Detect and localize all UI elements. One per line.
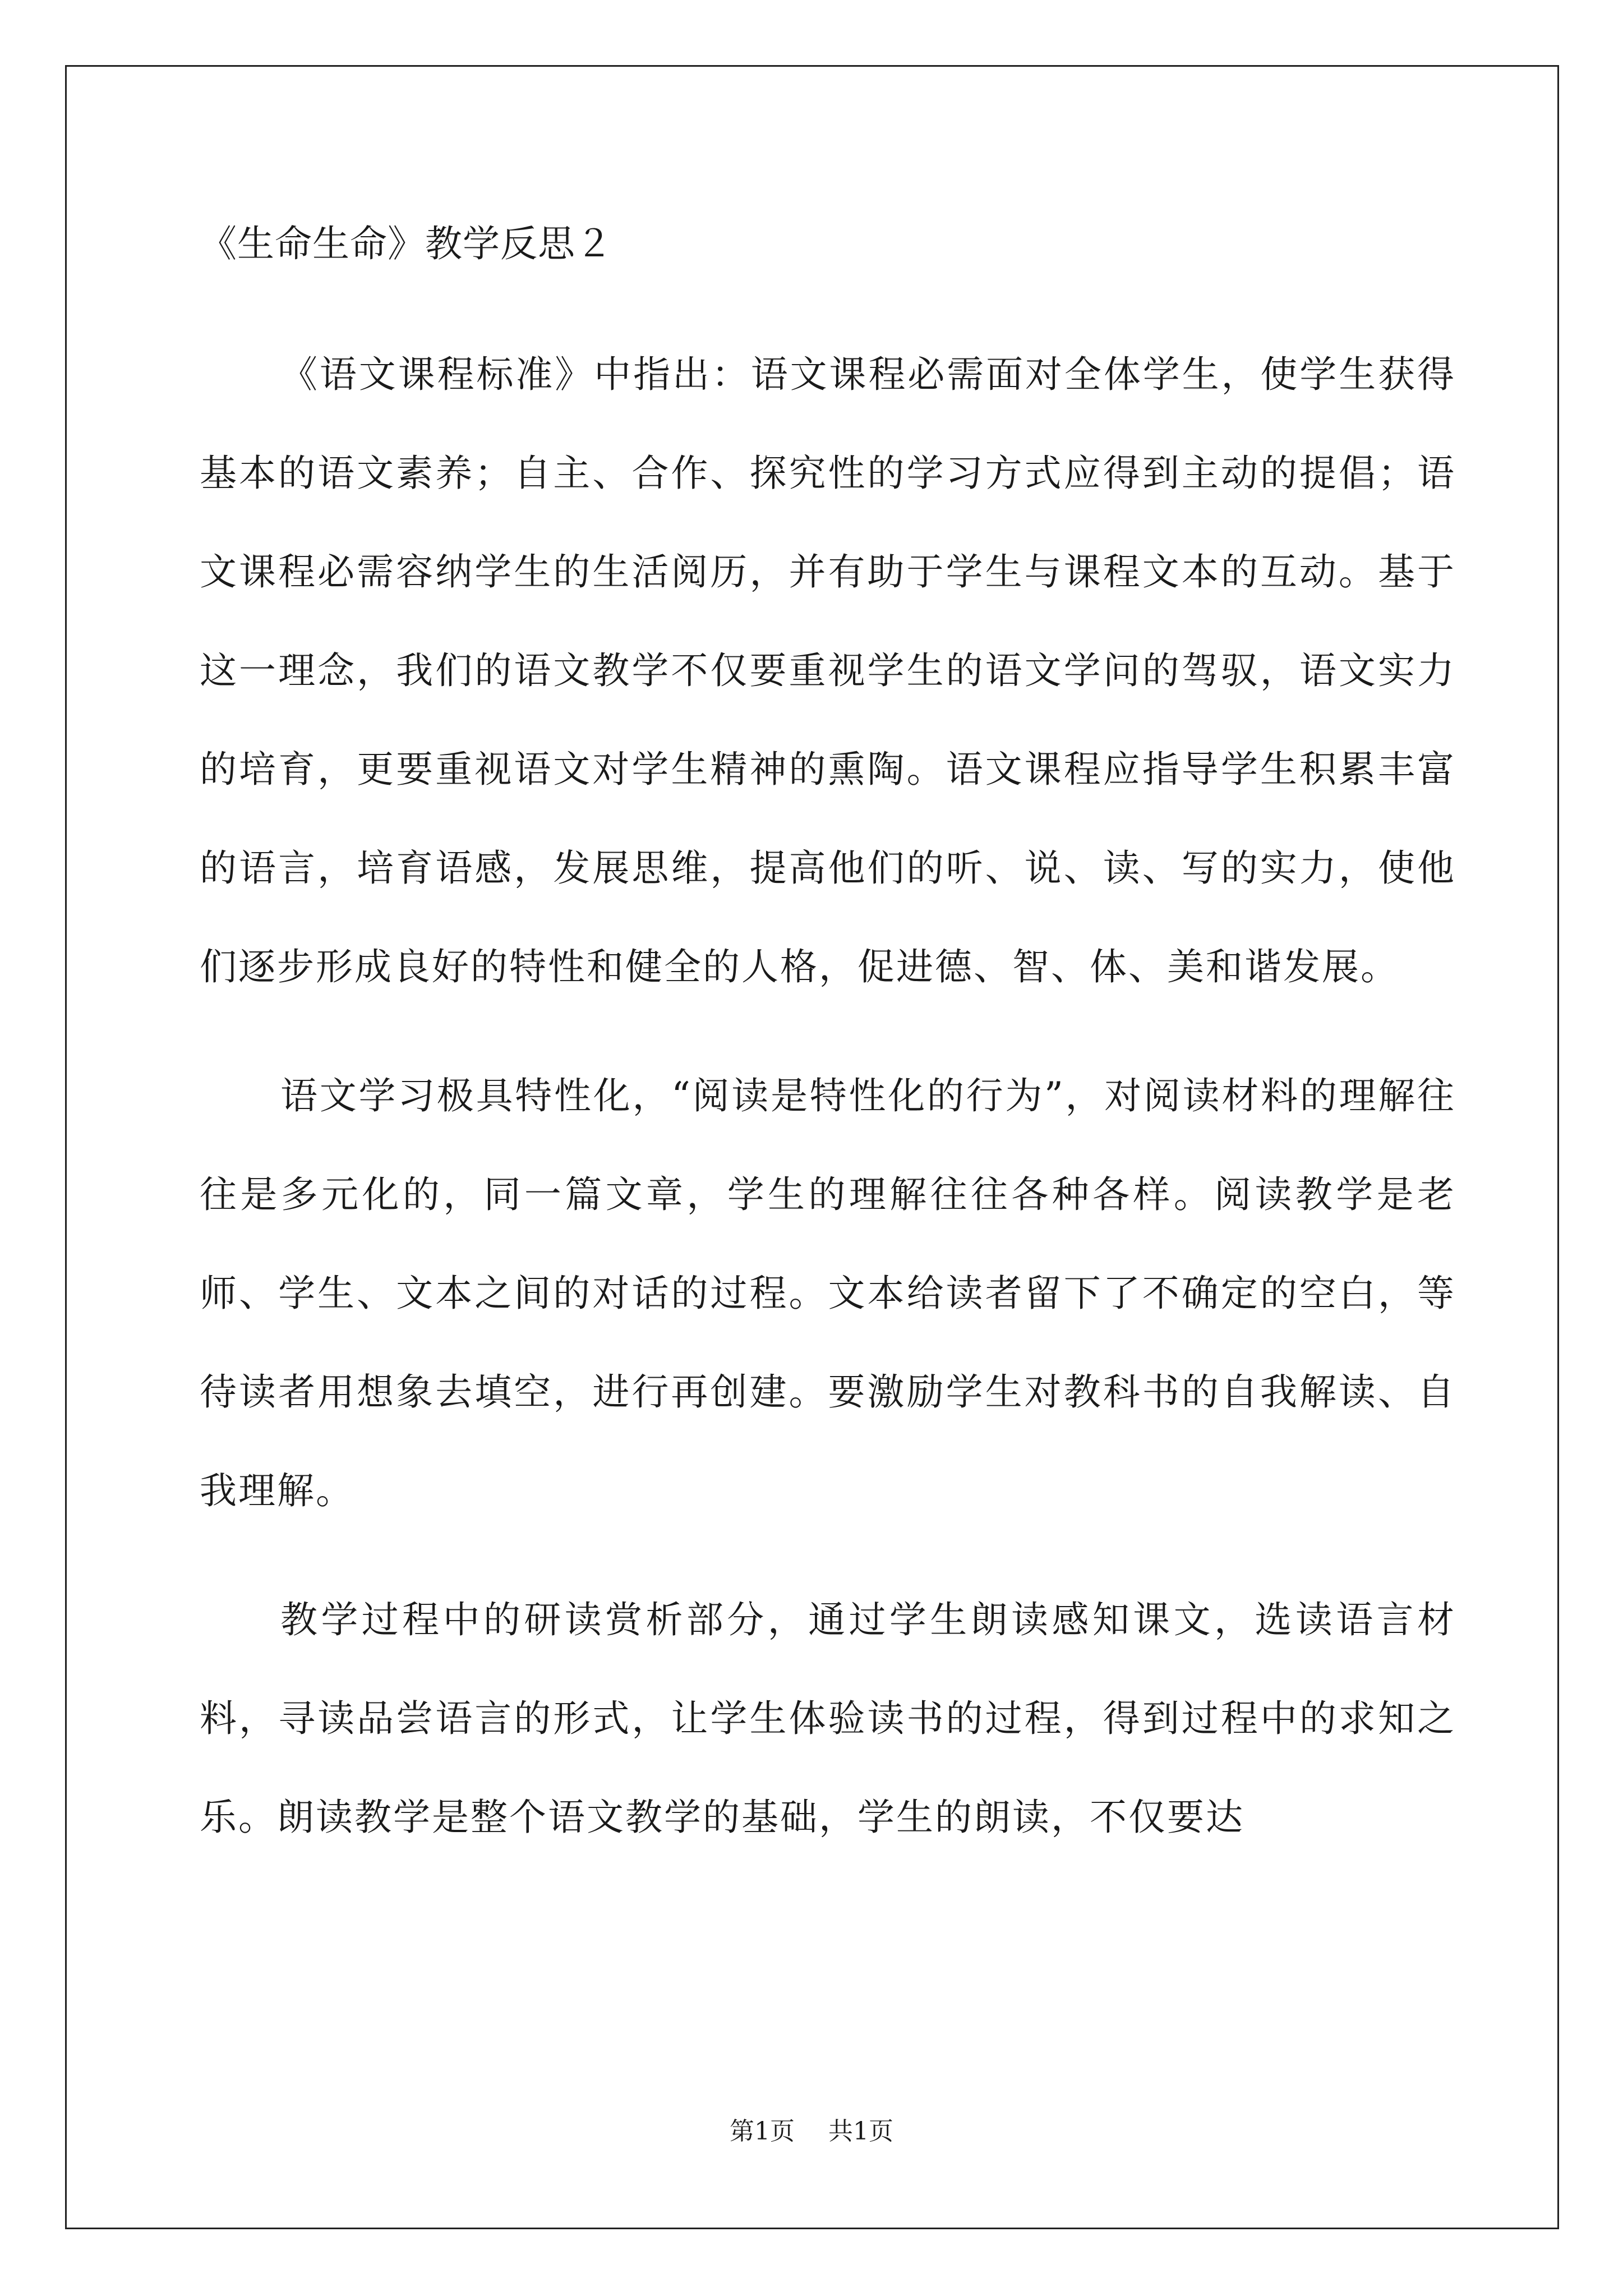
document-body bbox=[200, 213, 1456, 1897]
page-total: 共1页 bbox=[828, 2117, 893, 2146]
paragraph-1: 《语文课程标准》中指出：语文课程必需面对全体学生，使学生获得基本的语文素养；自主、合作、探究性的学习方式应得到主动的提倡；语文课程必需容纳学生的生活阅历，并有助于学生与课程文本的互动。基于这一理念，我们的语文教学不仅要重视学生的语文学问的驾驭，语文实力的培育，更要重视语文对学生精神的熏陶。语文课程应指导学生积累丰富的语言，培育语感，发展思维，提高他们的听、说、读、写的实力，使他们逐步形成良好的特性和健全的人格，促进德、智、体、美和谐发展。 bbox=[200, 353, 1456, 988]
page-footer bbox=[0, 2115, 1623, 2148]
document-title: 《生命生命》教学反思２ bbox=[200, 222, 613, 265]
paragraph-3: 教学过程中的研读赏析部分，通过学生朗读感知课文，选读语言材料，寻读品尝语言的形式，让学生体验读书的过程，得到过程中的求知之乐。朗读教学是整个语文教学的基础，学生的朗读，不仅要达 bbox=[200, 1598, 1456, 1839]
paragraph-2: 语文学习极具特性化，“阅读是特性化的行为”，对阅读材料的理解往往是多元化的，同一篇文章，学生的理解往往各种各样。阅读教学是老师、学生、文本之间的对话的过程。文本给读者留下了不确定的空白，等待读者用想象去填空，进行再创建。要激励学生对教科书的自我解读、自我理解。 bbox=[200, 1074, 1456, 1512]
page-number: 第1页 bbox=[730, 2117, 795, 2146]
